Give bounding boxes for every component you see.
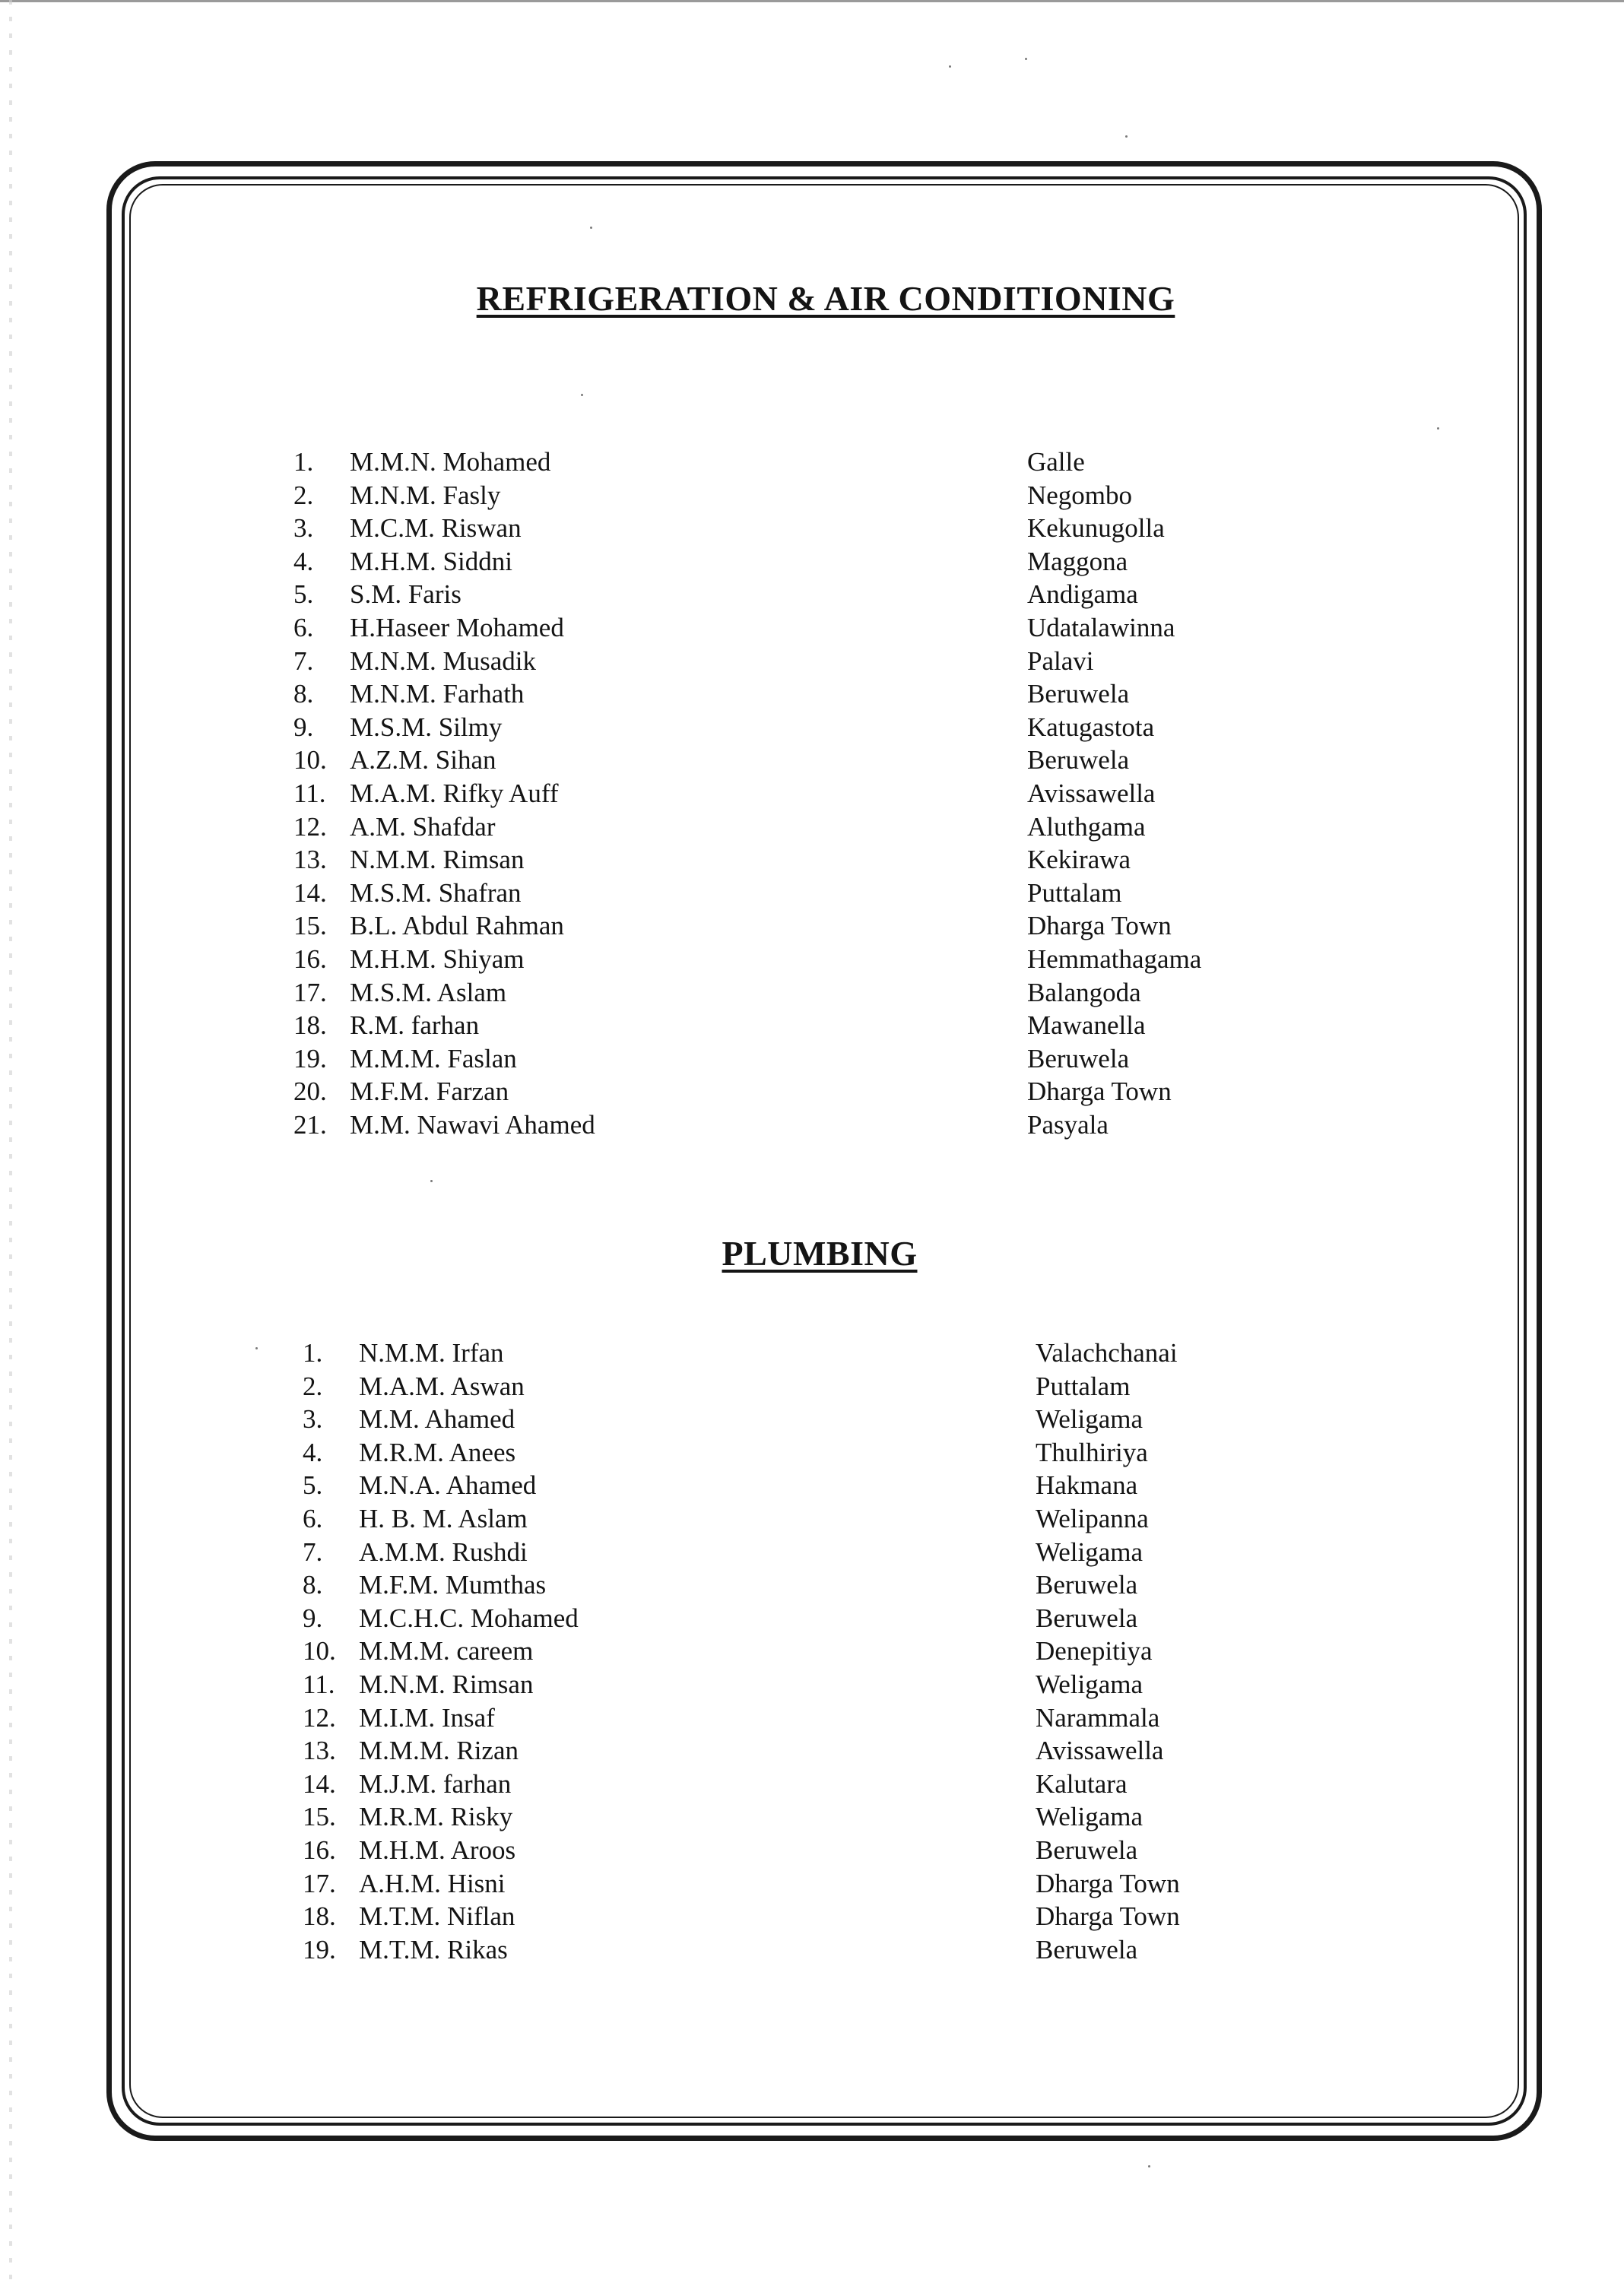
- entry-number: 9.: [303, 1603, 323, 1633]
- entry-number: 16.: [303, 1834, 336, 1865]
- entry-location: Beruwela: [1036, 1934, 1138, 1964]
- entry-location: Dharga Town: [1036, 1901, 1180, 1932]
- entry-name: A.M. Shafdar: [350, 811, 496, 842]
- entry-number: 18.: [303, 1901, 336, 1932]
- list-item: [0, 1668, 1624, 1701]
- entry-name: M.H.M. Shiyam: [350, 943, 525, 974]
- entry-number: 5.: [303, 1470, 323, 1501]
- entry-name: A.H.M. Hisni: [359, 1868, 506, 1898]
- entry-name: H. B. M. Aslam: [359, 1503, 528, 1533]
- entry-name: M.C.M. Riswan: [350, 513, 522, 544]
- entry-location: Udatalawinna: [1027, 612, 1175, 642]
- scan-speck: [1148, 2165, 1150, 2167]
- entry-location: Dharga Town: [1036, 1868, 1180, 1898]
- entry-number: 13.: [303, 1736, 336, 1766]
- entry-name: A.Z.M. Sihan: [350, 745, 496, 775]
- entry-name: R.M. farhan: [350, 1010, 480, 1041]
- list-item: [0, 943, 1624, 976]
- entry-number: 12.: [293, 811, 327, 842]
- entry-number: 8.: [293, 679, 314, 709]
- entry-number: 2.: [303, 1371, 323, 1401]
- entry-name: M.F.M. Farzan: [350, 1077, 509, 1107]
- entry-name: M.N.M. Fasly: [350, 480, 501, 510]
- entry-name: M.M.N. Mohamed: [350, 447, 551, 477]
- entry-name: M.R.M. Risky: [359, 1802, 513, 1832]
- entry-location: Dharga Town: [1027, 911, 1172, 941]
- entry-number: 17.: [293, 977, 327, 1007]
- entry-location: Kalutara: [1036, 1768, 1128, 1799]
- entry-name: M.H.M. Aroos: [359, 1834, 516, 1865]
- entry-location: Beruwela: [1027, 679, 1130, 709]
- list-item: [0, 810, 1624, 844]
- list-item: [0, 1370, 1624, 1403]
- list-item: [0, 677, 1624, 711]
- entry-location: Pasyala: [1027, 1109, 1109, 1140]
- list-item: [0, 1042, 1624, 1076]
- list-item: [0, 1701, 1624, 1735]
- section-title-plumbing: PLUMBING: [722, 1234, 918, 1273]
- entry-name: M.S.M. Silmy: [350, 712, 503, 742]
- entry-location: Beruwela: [1036, 1834, 1138, 1865]
- entry-number: 2.: [293, 480, 314, 510]
- entry-name: N.M.M. Rimsan: [350, 845, 525, 875]
- entry-location: Avissawella: [1036, 1736, 1164, 1766]
- entry-number: 10.: [303, 1636, 336, 1666]
- entry-name: M.M. Nawavi Ahamed: [350, 1109, 595, 1140]
- entry-name: B.L. Abdul Rahman: [350, 911, 564, 941]
- entry-name: M.N.M. Musadik: [350, 645, 537, 676]
- entry-number: 14.: [303, 1768, 336, 1799]
- list-item: [0, 512, 1624, 545]
- entry-name: M.I.M. Insaf: [359, 1702, 495, 1733]
- entry-location: Narammala: [1036, 1702, 1160, 1733]
- list-item: [0, 611, 1624, 645]
- entry-number: 21.: [293, 1109, 327, 1140]
- entry-name: M.N.A. Ahamed: [359, 1470, 537, 1501]
- entry-name: A.M.M. Rushdi: [359, 1536, 528, 1567]
- entry-location: Balangoda: [1027, 977, 1141, 1007]
- entry-name: M.C.H.C. Mohamed: [359, 1603, 579, 1633]
- entry-name: M.N.M. Rimsan: [359, 1669, 534, 1699]
- entry-number: 15.: [293, 911, 327, 941]
- entry-number: 9.: [293, 712, 314, 742]
- scan-speck: [949, 65, 951, 68]
- list-item: [0, 843, 1624, 877]
- entry-number: 6.: [293, 612, 314, 642]
- entry-number: 12.: [303, 1702, 336, 1733]
- entry-name: M.T.M. Niflan: [359, 1901, 515, 1932]
- entry-location: Aluthgama: [1027, 811, 1146, 842]
- entry-number: 11.: [293, 778, 326, 808]
- list-item: [0, 777, 1624, 810]
- entry-name: M.R.M. Anees: [359, 1437, 516, 1467]
- entry-number: 10.: [293, 745, 327, 775]
- section-title-refrigeration: REFRIGERATION & AIR CONDITIONING: [476, 279, 1175, 318]
- entry-name: M.M.M. careem: [359, 1636, 534, 1666]
- entry-name: M.M.M. Faslan: [350, 1043, 517, 1073]
- entry-location: Dharga Town: [1027, 1077, 1172, 1107]
- entry-number: 1.: [303, 1338, 323, 1368]
- list-item: [0, 545, 1624, 579]
- list-item: [0, 711, 1624, 744]
- entry-name: N.M.M. Irfan: [359, 1338, 504, 1368]
- entry-number: 1.: [293, 447, 314, 477]
- entry-name: M.N.M. Farhath: [350, 679, 525, 709]
- list-item: [0, 1536, 1624, 1569]
- list-item: [0, 1436, 1624, 1470]
- entry-location: Palavi: [1027, 645, 1094, 676]
- entry-number: 20.: [293, 1077, 327, 1107]
- list-item: [0, 1734, 1624, 1768]
- scan-speck: [1125, 135, 1128, 138]
- list-item: [0, 1568, 1624, 1602]
- entry-number: 7.: [293, 645, 314, 676]
- list-item: [0, 1403, 1624, 1436]
- scan-speck: [1025, 58, 1027, 60]
- scan-speck: [255, 1347, 258, 1349]
- list-item: [0, 1009, 1624, 1042]
- entry-location: Beruwela: [1036, 1603, 1138, 1633]
- entry-location: Hakmana: [1036, 1470, 1138, 1501]
- entry-name: M.F.M. Mumthas: [359, 1570, 547, 1600]
- entry-number: 17.: [303, 1868, 336, 1898]
- entry-number: 13.: [293, 845, 327, 875]
- entry-number: 4.: [293, 546, 314, 576]
- list-item: [0, 1108, 1624, 1142]
- entry-location: Weligama: [1036, 1669, 1143, 1699]
- entry-number: 3.: [303, 1404, 323, 1435]
- entry-location: Mawanella: [1027, 1010, 1146, 1041]
- entry-name: M.M. Ahamed: [359, 1404, 515, 1435]
- list-item: [0, 1867, 1624, 1901]
- entry-name: M.A.M. Aswan: [359, 1371, 525, 1401]
- entry-location: Maggona: [1027, 546, 1128, 576]
- list-item: [0, 1469, 1624, 1502]
- entry-location: Galle: [1027, 447, 1085, 477]
- entry-number: 3.: [293, 513, 314, 544]
- list-item: [0, 976, 1624, 1010]
- entry-location: Negombo: [1027, 480, 1133, 510]
- entry-number: 6.: [303, 1503, 323, 1533]
- entry-location: Andigama: [1027, 579, 1138, 610]
- entry-location: Katugastota: [1027, 712, 1155, 742]
- entry-number: 8.: [303, 1570, 323, 1600]
- entry-name: M.H.M. Siddni: [350, 546, 512, 576]
- entry-location: Beruwela: [1027, 1043, 1130, 1073]
- list-item: [0, 446, 1624, 479]
- scan-speck: [1437, 427, 1439, 430]
- entry-number: 16.: [293, 943, 327, 974]
- entry-number: 18.: [293, 1010, 327, 1041]
- entry-location: Weligama: [1036, 1802, 1143, 1832]
- list-item: [0, 1635, 1624, 1668]
- entry-number: 4.: [303, 1437, 323, 1467]
- entry-location: Denepitiya: [1036, 1636, 1153, 1666]
- entry-location: Beruwela: [1027, 745, 1130, 775]
- entry-location: Hemmathagama: [1027, 943, 1202, 974]
- entry-location: Kekirawa: [1027, 845, 1131, 875]
- entry-location: Weligama: [1036, 1536, 1143, 1567]
- entry-location: Avissawella: [1027, 778, 1156, 808]
- list-item: [0, 479, 1624, 512]
- entry-number: 5.: [293, 579, 314, 610]
- entry-name: M.T.M. Rikas: [359, 1934, 508, 1964]
- refrigeration-trainee-list: [0, 446, 1624, 1141]
- entry-location: Valachchanai: [1036, 1338, 1178, 1368]
- list-item: [0, 744, 1624, 777]
- entry-name: H.Haseer Mohamed: [350, 612, 564, 642]
- entry-location: Beruwela: [1036, 1570, 1138, 1600]
- entry-number: 15.: [303, 1802, 336, 1832]
- entry-name: M.J.M. farhan: [359, 1768, 512, 1799]
- list-item: [0, 909, 1624, 943]
- list-item: [0, 1900, 1624, 1933]
- list-item: [0, 1800, 1624, 1834]
- scan-speck: [590, 227, 592, 229]
- list-item: [0, 1768, 1624, 1801]
- list-item: [0, 877, 1624, 910]
- entry-number: 7.: [303, 1536, 323, 1567]
- entry-name: M.S.M. Aslam: [350, 977, 507, 1007]
- list-item: [0, 1834, 1624, 1867]
- entry-name: S.M. Faris: [350, 579, 462, 610]
- entry-number: 19.: [303, 1934, 336, 1964]
- entry-number: 14.: [293, 877, 327, 908]
- list-item: [0, 578, 1624, 611]
- entry-name: M.S.M. Shafran: [350, 877, 522, 908]
- scan-speck: [581, 394, 583, 396]
- list-item: [0, 1337, 1624, 1370]
- page-top-edge: [0, 0, 1624, 2]
- entry-location: Welipanna: [1036, 1503, 1149, 1533]
- scan-speck: [430, 1180, 433, 1182]
- plumbing-trainee-list: [0, 1337, 1624, 1966]
- entry-location: Puttalam: [1036, 1371, 1131, 1401]
- entry-number: 11.: [303, 1669, 335, 1699]
- list-item: [0, 1502, 1624, 1536]
- entry-location: Thulhiriya: [1036, 1437, 1148, 1467]
- entry-location: Kekunugolla: [1027, 513, 1165, 544]
- entry-number: 19.: [293, 1043, 327, 1073]
- entry-location: Weligama: [1036, 1404, 1143, 1435]
- entry-name: M.M.M. Rizan: [359, 1736, 519, 1766]
- entry-location: Puttalam: [1027, 877, 1122, 908]
- list-item: [0, 1933, 1624, 1967]
- list-item: [0, 1075, 1624, 1108]
- list-item: [0, 645, 1624, 678]
- list-item: [0, 1602, 1624, 1635]
- entry-name: M.A.M. Rifky Auff: [350, 778, 559, 808]
